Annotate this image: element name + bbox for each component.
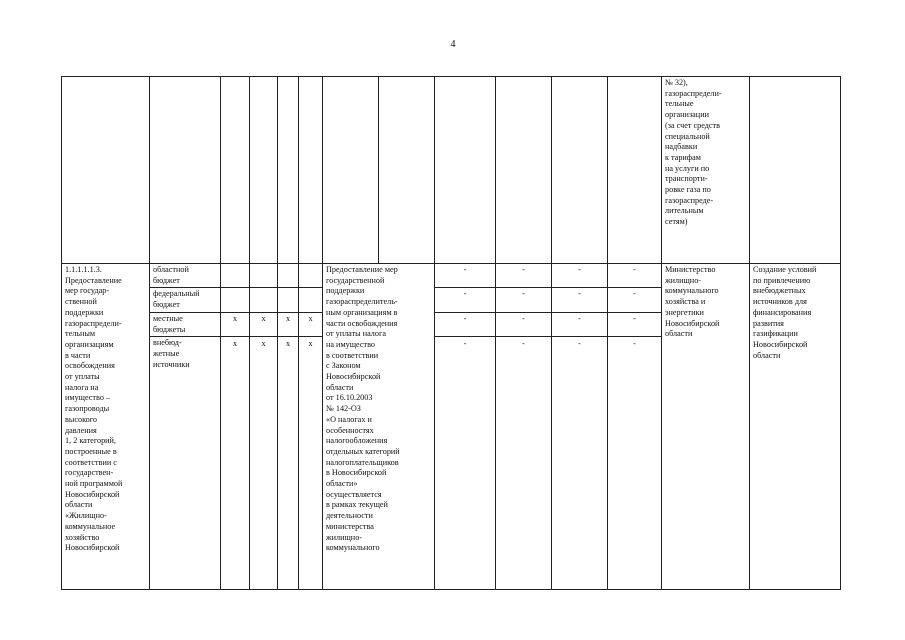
executor-cell — [662, 264, 750, 590]
value-cell: - — [496, 312, 552, 336]
value-cell: - — [435, 288, 496, 312]
mark-cell: x — [250, 337, 278, 590]
mark-cell — [250, 264, 278, 288]
mark-cell — [221, 288, 250, 312]
mark-cell: x — [221, 312, 250, 336]
program-measures-table — [61, 76, 841, 590]
result-cell — [750, 264, 841, 590]
value-cell: - — [435, 264, 496, 288]
value-cell: - — [496, 264, 552, 288]
value-cell: - — [552, 337, 608, 590]
executor-text: Министерство жилищно- коммунального хозяйства и энергетики Новосибирской области — [665, 265, 720, 339]
continuation-executors-cell — [662, 77, 750, 264]
source-label: областной бюджет — [153, 265, 189, 285]
source-label: федеральный бюджет — [153, 289, 200, 310]
value-cell: - — [435, 337, 496, 590]
measure-name-cell — [62, 264, 150, 590]
mark-cell: x — [299, 337, 323, 590]
value-cell: - — [608, 312, 662, 336]
mark-cell: x — [278, 312, 299, 336]
value-cell: - — [435, 312, 496, 336]
mark-cell: x — [278, 337, 299, 590]
mark-cell — [221, 264, 250, 288]
mark-cell: x — [299, 312, 323, 336]
source-label: внебюд- жетные источники — [153, 338, 190, 369]
value-cell: - — [608, 337, 662, 590]
source-label-cell — [150, 288, 221, 312]
mark-cell — [299, 288, 323, 312]
value-cell: - — [608, 264, 662, 288]
mark-cell — [299, 264, 323, 288]
source-label: местные бюджеты — [153, 313, 186, 334]
funding-source-row — [62, 264, 841, 288]
mark-cell — [250, 288, 278, 312]
value-cell: - — [496, 337, 552, 590]
mark-cell: x — [221, 337, 250, 590]
continuation-row — [62, 77, 841, 264]
value-cell: - — [496, 288, 552, 312]
page-number: 4 — [450, 39, 456, 50]
value-cell: - — [608, 288, 662, 312]
source-label-cell — [150, 264, 221, 288]
value-cell: - — [552, 264, 608, 288]
source-label-cell — [150, 312, 221, 336]
continuation-executors-text: № 32), газораспредели- тельные организации (за счет средств специальной надбавки к тарифам на услуги по транспорти- ровке газа по газораспреде- лительным сетям) — [665, 78, 722, 227]
measure-description: Предоставление мер государственной поддержки газораспределитель- ным организациям в части освобождения от уплаты налога на имущество в соответствии с Законом Новосибирской области от 16.10.2003 № 142-ОЗ «О налогах и особенностях налогообложения отдельных категорий налогоплательщиков в Новосибирской области» осуществляется в рамках текущей деятельности министерства жилищно- коммунального — [326, 265, 400, 553]
mark-cell — [278, 288, 299, 312]
value-cell: - — [552, 312, 608, 336]
mark-cell — [278, 264, 299, 288]
value-cell: - — [552, 288, 608, 312]
result-text: Создание условий по привлечению внебюджетных источников для финансирования развития газификации Новосибирской области — [753, 265, 817, 360]
source-label-cell — [150, 337, 221, 590]
measure-name: 1.1.1.1.1.3. Предоставление мер государ- ственной поддержки газораспредели- тельным организациям в части освобождения от уплаты налога на имущество – газопроводы высокого давления 1, 2 категорий, построенные в соответствии с государствен- ной программой Новосибирской области «Жилищно- коммунальное хозяйство Новосибирской — [65, 265, 123, 553]
measure-description-cell — [323, 264, 435, 590]
mark-cell: x — [250, 312, 278, 336]
